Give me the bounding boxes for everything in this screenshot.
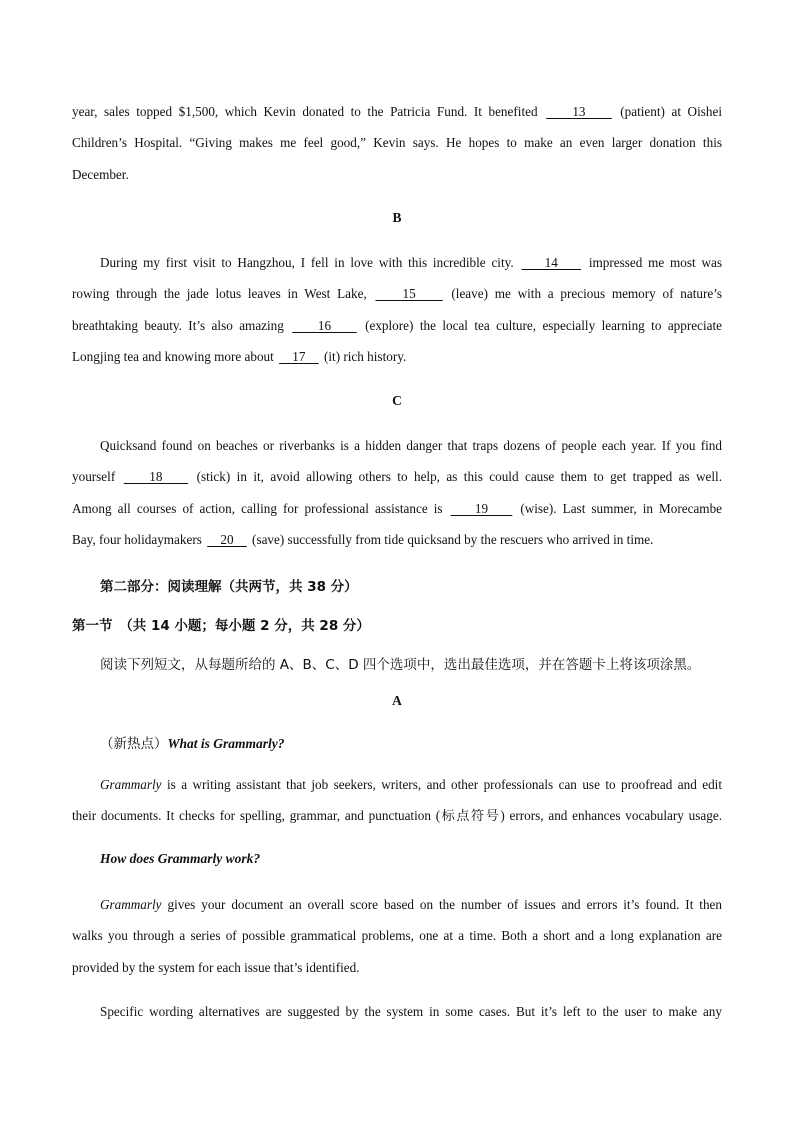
text-line <box>72 278 722 309</box>
text-line: December. <box>72 166 129 182</box>
article-paragraph-3 <box>72 996 722 1027</box>
product-name: Grammarly <box>100 897 162 912</box>
text-line <box>72 247 722 278</box>
article-title-line <box>100 732 285 752</box>
text-span: Longjing tea and knowing more about <box>72 348 278 364</box>
blank-19[interactable]: 19 <box>450 500 513 516</box>
text-span: is a writing assistant that job seekers, writers, and other professionals can use to proofread and edit <box>161 777 722 792</box>
text-line <box>72 889 722 920</box>
text-line <box>72 310 722 341</box>
section-one-heading: 第一节 （共 14 小题；每小题 2 分，共 28 分） <box>72 618 370 634</box>
text-line <box>72 769 722 800</box>
text-span: impressed me most was <box>583 255 722 270</box>
text-line: provided by the system for each issue that’s identified. <box>72 959 360 975</box>
blank-18[interactable]: 18 <box>123 469 189 485</box>
text-span: gives your document an overall score based on the number of issues and errors it’s found. It then <box>161 897 722 912</box>
article-paragraph-2 <box>72 889 722 983</box>
instruction-text: 阅读下列短文，从每题所给的 A、B、C、D 四个选项中，选出最佳选项，并在答题卡上将该项涂黑。 <box>100 657 701 673</box>
text-line: Specific wording alternatives are suggested by the system in some cases. But it’s left to the user to make any <box>100 1004 722 1019</box>
hot-topic-tag: （新热点） <box>100 736 168 752</box>
text-span: year, sales topped $1,500, which Kevin donated to the Patricia Fund. It benefited <box>72 104 545 119</box>
text-span: (explore) the local tea culture, especially learning to appreciate <box>358 317 723 333</box>
text-span: (save) successfully from tide quicksand by the rescuers who arrived in time. <box>248 531 654 547</box>
passage-c <box>72 430 722 555</box>
text-span: rowing through the jade lotus leaves in West Lake, <box>72 286 374 302</box>
reading-heading-a: A <box>392 693 402 708</box>
text-span: (wise). Last summer, in Morecambe <box>514 500 723 516</box>
article-subheading: How does Grammarly work? <box>100 851 261 866</box>
section-heading-c: C <box>392 393 402 408</box>
text-line <box>72 493 722 524</box>
blank-14[interactable]: 14 <box>521 255 582 270</box>
blank-15[interactable]: 15 <box>375 286 443 302</box>
text-line <box>72 96 722 127</box>
blank-20[interactable]: 20 <box>207 531 247 547</box>
text-line: Children’s Hospital. “Giving makes me feel good,” Kevin says. He hopes to make an even larger donation this <box>72 135 722 151</box>
text-span: (it) rich history. <box>320 348 407 364</box>
text-span: Among all courses of action, calling for professional assistance is <box>72 500 449 516</box>
text-line <box>72 524 722 555</box>
text-span: (stick) in it, avoid allowing others to help, as this could cause them to get trapped as well. <box>190 469 723 485</box>
passage-b <box>72 247 722 372</box>
text-span: Bay, four holidaymakers <box>72 531 206 547</box>
text-line <box>72 461 722 492</box>
text-line <box>72 341 722 372</box>
text-line: walks you through a series of possible grammatical problems, one at a time. Both a short and a long explanation are <box>72 928 722 944</box>
text-span: yourself <box>72 469 122 485</box>
passage-a-tail <box>72 96 722 190</box>
product-name: Grammarly <box>100 777 162 792</box>
text-span: breathtaking beauty. It’s also amazing <box>72 317 291 333</box>
part-two-heading: 第二部分：阅读理解（共两节，共 38 分） <box>100 579 358 595</box>
blank-17[interactable]: 17 <box>279 348 319 364</box>
text-span: (patient) at Oishei <box>613 104 722 119</box>
blank-16[interactable]: 16 <box>292 317 357 333</box>
text-span: (leave) me with a precious memory of nature’s <box>444 286 722 302</box>
text-line: Quicksand found on beaches or riverbanks is a hidden danger that traps dozens of people each year. If you find <box>100 438 722 453</box>
text-line: their documents. It checks for spelling, grammar, and punctuation (标点符号) errors, and enhances vocabulary usage. <box>72 808 722 824</box>
section-heading-b: B <box>392 210 402 225</box>
article-paragraph-1 <box>72 769 722 832</box>
blank-13[interactable]: 13 <box>546 104 612 119</box>
article-title: What is Grammarly? <box>167 736 285 751</box>
text-span: During my first visit to Hangzhou, I fell in love with this incredible city. <box>100 255 520 270</box>
